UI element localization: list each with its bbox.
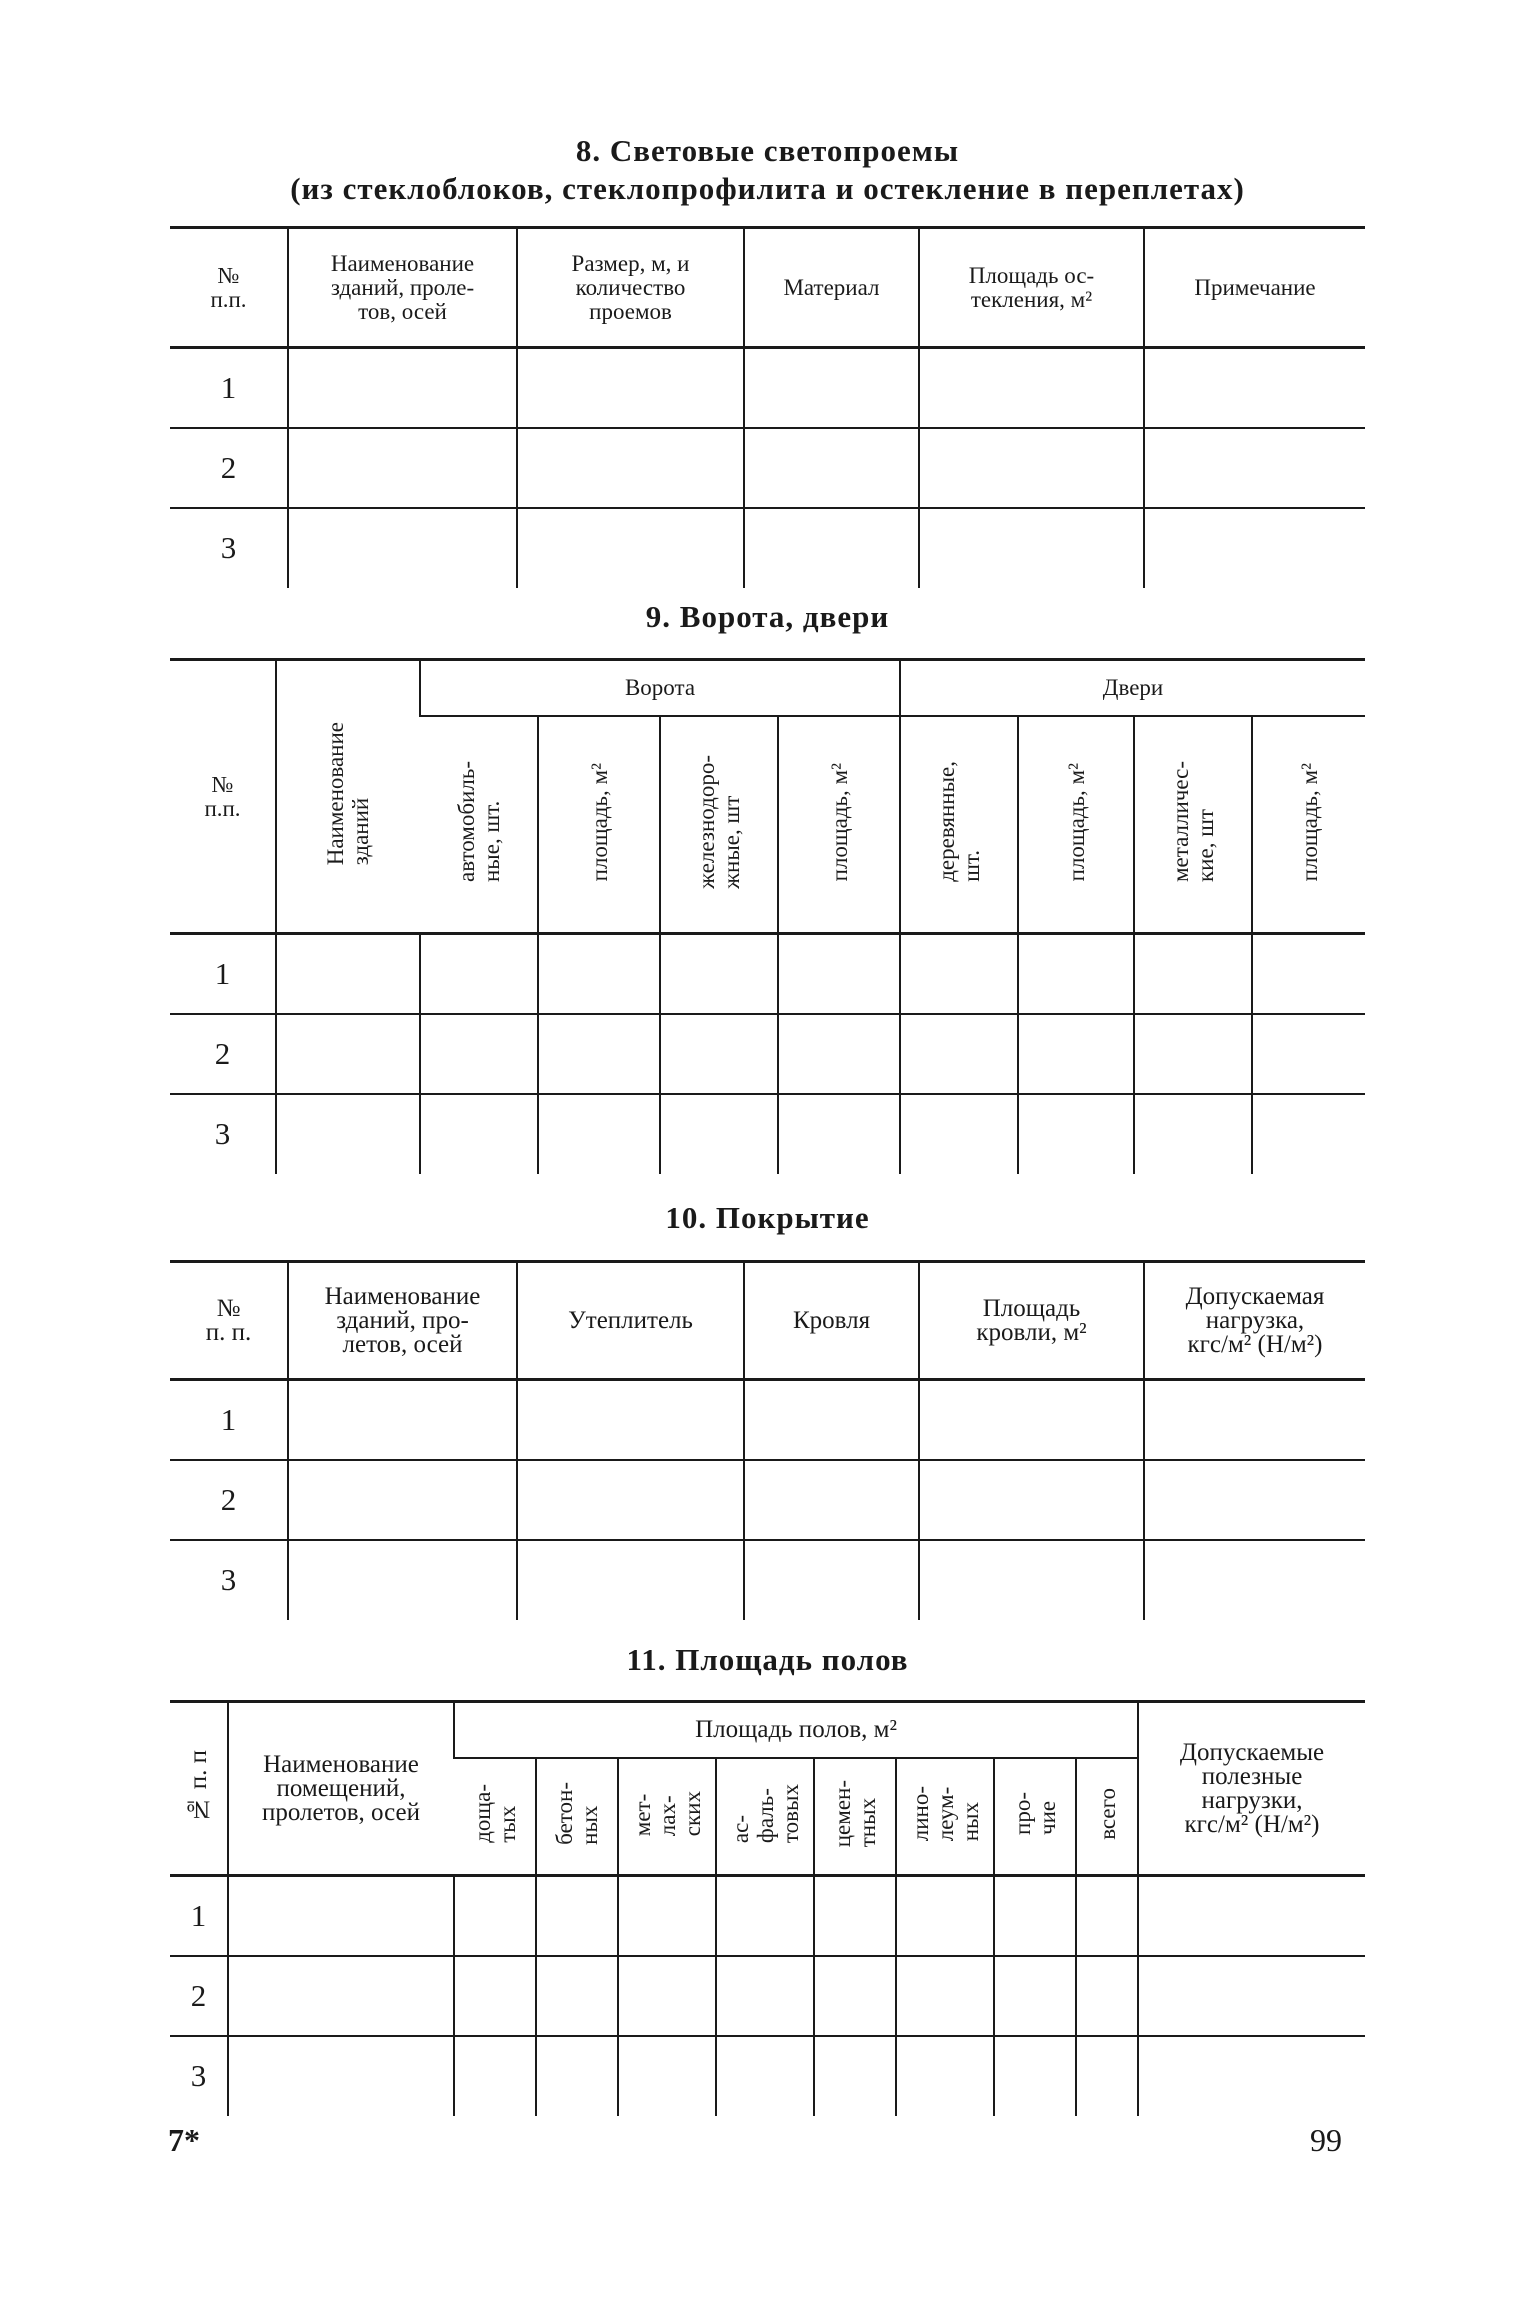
header-insulation: Утеплитель <box>517 1262 744 1380</box>
section-8-title-line2: (из стеклоблоков, стеклопрофилита и остекление в переплетах) <box>290 171 1245 206</box>
row-number: 2 <box>170 1014 276 1094</box>
row-number: 1 <box>170 1876 228 1956</box>
table-row <box>170 428 1365 508</box>
header-rail-gates: железнодоро- жные, шт <box>660 716 778 934</box>
table-cell[interactable] <box>778 1014 900 1094</box>
table-cell[interactable] <box>454 2036 536 2116</box>
table-cell[interactable] <box>1252 1094 1365 1174</box>
table-cell[interactable] <box>919 428 1144 508</box>
table-cell[interactable] <box>288 348 517 428</box>
table-cell[interactable] <box>744 1380 919 1460</box>
table-cell[interactable] <box>1138 2036 1365 2116</box>
table-cell[interactable] <box>618 1876 716 1956</box>
table-cell[interactable] <box>276 1014 420 1094</box>
header-building-name: Наименование зданий, проле- тов, осей <box>288 228 517 348</box>
table-row <box>170 1876 1365 1956</box>
header-allowed-loads: Допускаемые полезные нагрузки, кгс/м² (Н/м²) <box>1138 1702 1365 1876</box>
table-cell[interactable] <box>1134 934 1252 1014</box>
header-group-gates: Ворота <box>420 660 900 716</box>
table-row <box>170 1094 1365 1174</box>
section-8-title-line1: 8. Световые светопроемы <box>575 133 960 168</box>
table-cell[interactable] <box>276 1094 420 1174</box>
header-wooden-doors: деревянные, шт. <box>900 716 1018 934</box>
table-cell[interactable] <box>744 1540 919 1620</box>
table-cell[interactable] <box>919 508 1144 588</box>
table-cell[interactable] <box>1134 1094 1252 1174</box>
table-light-openings <box>170 226 1365 588</box>
table-roofing <box>170 1260 1365 1620</box>
table-cell[interactable] <box>1018 1094 1134 1174</box>
table-gates-doors <box>170 658 1365 1174</box>
table-cell[interactable] <box>778 1094 900 1174</box>
header-roof-area: Площадь кровли, м² <box>919 1262 1144 1380</box>
header-allowed-load: Допускаемая нагрузка, кгс/м² (Н/м²) <box>1144 1262 1365 1380</box>
table-row <box>170 2036 1365 2116</box>
header-total-floor: всего <box>1076 1758 1138 1876</box>
table-cell[interactable] <box>896 1956 994 2036</box>
header-other-floor: про- чие <box>994 1758 1076 1876</box>
table-row <box>170 348 1365 428</box>
table-cell[interactable] <box>994 2036 1076 2116</box>
table-cell[interactable] <box>919 1460 1144 1540</box>
section-10-title: 10. Покрытие <box>665 1200 870 1235</box>
table-cell[interactable] <box>1144 1540 1365 1620</box>
table-cell[interactable] <box>228 1876 454 1956</box>
table-cell[interactable] <box>896 1876 994 1956</box>
table-cell[interactable] <box>919 1540 1144 1620</box>
table-cell[interactable] <box>1144 428 1365 508</box>
section-8-title <box>170 132 1365 208</box>
table-cell[interactable] <box>420 1094 538 1174</box>
header-number: № п.п. <box>170 660 276 934</box>
header-asphalt-floor: ас- фаль- товых <box>716 1758 814 1876</box>
row-number: 3 <box>190 2058 207 2093</box>
row-number: 2 <box>170 1460 288 1540</box>
table-cell[interactable] <box>288 1540 517 1620</box>
table-cell[interactable] <box>716 2036 814 2116</box>
table-cell[interactable] <box>716 1956 814 2036</box>
table-cell[interactable] <box>1134 1014 1252 1094</box>
header-size-count: Размер, м, и количество проемов <box>517 228 744 348</box>
table-cell[interactable] <box>744 428 919 508</box>
table-cell[interactable] <box>454 1876 536 1956</box>
table-cell[interactable] <box>744 508 919 588</box>
table-cell[interactable] <box>1144 348 1365 428</box>
table-cell[interactable] <box>536 1956 618 2036</box>
table-cell[interactable] <box>1076 2036 1138 2116</box>
header-tile-floor: мет- лах- ских <box>618 1758 716 1876</box>
table-cell[interactable] <box>896 2036 994 2116</box>
section-11-title: 11. Площадь полов <box>626 1642 909 1677</box>
table-cell[interactable] <box>288 1380 517 1460</box>
section-9-title: 9. Ворота, двери <box>645 599 890 634</box>
row-number: 2 <box>170 428 288 508</box>
header-number: № п. п <box>170 1702 228 1876</box>
table-cell[interactable] <box>1018 1014 1134 1094</box>
table-row <box>170 1014 1365 1094</box>
table-cell[interactable] <box>536 1876 618 1956</box>
table-cell[interactable] <box>660 1014 778 1094</box>
table-cell[interactable] <box>536 2036 618 2116</box>
row-number: 2 <box>170 1956 228 2036</box>
table-cell[interactable] <box>288 508 517 588</box>
table-cell[interactable] <box>900 1094 1018 1174</box>
table-row <box>170 934 1365 1014</box>
row-number: 1 <box>170 348 288 428</box>
table-cell[interactable] <box>517 428 744 508</box>
table-cell[interactable] <box>538 1014 660 1094</box>
row-number: 3 <box>220 1562 237 1597</box>
table-cell[interactable] <box>288 428 517 508</box>
table-cell[interactable] <box>228 1956 454 2036</box>
table-cell[interactable] <box>900 934 1018 1014</box>
table-cell[interactable] <box>1144 1460 1365 1540</box>
table-cell[interactable] <box>778 934 900 1014</box>
table-cell[interactable] <box>1138 1956 1365 2036</box>
table-floor-area <box>170 1700 1365 2116</box>
row-number: 1 <box>170 1380 288 1460</box>
table-cell[interactable] <box>1076 1956 1138 2036</box>
header-auto-gates-area: площадь, м² <box>538 716 660 934</box>
table-cell[interactable] <box>276 934 420 1014</box>
page-number: 99 <box>1310 2122 1342 2158</box>
signature-mark: 7* <box>168 2122 200 2158</box>
header-group-doors: Двери <box>900 660 1365 716</box>
table-cell[interactable] <box>288 1460 517 1540</box>
row-number: 3 <box>214 1116 231 1151</box>
table-row <box>170 1956 1365 2036</box>
table-cell[interactable] <box>744 1460 919 1540</box>
table-cell[interactable] <box>900 1014 1018 1094</box>
table-row <box>170 508 1365 588</box>
table-cell[interactable] <box>660 934 778 1014</box>
header-wooden-floor: доща- тых <box>454 1758 536 1876</box>
header-metal-doors: металличес- кие, шт <box>1134 716 1252 934</box>
table-cell[interactable] <box>618 2036 716 2116</box>
table-cell[interactable] <box>517 348 744 428</box>
table-cell[interactable] <box>420 934 538 1014</box>
table-row <box>170 1540 1365 1620</box>
header-material: Материал <box>744 228 919 348</box>
table-cell[interactable] <box>538 1094 660 1174</box>
header-note: Примечание <box>1144 228 1365 348</box>
header-wooden-doors-area: площадь, м² <box>1018 716 1134 934</box>
row-number: 1 <box>170 934 276 1014</box>
table-cell[interactable] <box>1252 934 1365 1014</box>
table-cell[interactable] <box>538 934 660 1014</box>
header-linoleum-floor: лино- леум- ных <box>896 1758 994 1876</box>
header-roofing: Кровля <box>744 1262 919 1380</box>
header-building-name: Наименование зданий <box>276 660 420 934</box>
table-row <box>170 1380 1365 1460</box>
header-number: № п.п. <box>170 228 288 348</box>
table-cell[interactable] <box>660 1094 778 1174</box>
table-cell[interactable] <box>814 1956 896 2036</box>
table-cell[interactable] <box>420 1014 538 1094</box>
table-cell[interactable] <box>744 348 919 428</box>
table-cell[interactable] <box>1138 1876 1365 1956</box>
table-cell[interactable] <box>1144 1380 1365 1460</box>
header-rail-gates-area: площадь, м² <box>778 716 900 934</box>
table-cell[interactable] <box>618 1956 716 2036</box>
header-cement-floor: цемен- тных <box>814 1758 896 1876</box>
header-metal-doors-area: площадь, м² <box>1252 716 1365 934</box>
table-cell[interactable] <box>814 1876 896 1956</box>
row-number: 3 <box>220 530 237 565</box>
table-cell[interactable] <box>919 348 1144 428</box>
table-cell[interactable] <box>228 2036 454 2116</box>
table-cell[interactable] <box>1018 934 1134 1014</box>
table-cell[interactable] <box>517 1540 744 1620</box>
header-building-name: Наименование зданий, про- летов, осей <box>288 1262 517 1380</box>
table-cell[interactable] <box>1076 1876 1138 1956</box>
table-cell[interactable] <box>716 1876 814 1956</box>
table-cell[interactable] <box>1252 1014 1365 1094</box>
table-cell[interactable] <box>814 2036 896 2116</box>
header-glazing-area: Площадь ос- текления, м² <box>919 228 1144 348</box>
table-cell[interactable] <box>919 1380 1144 1460</box>
table-cell[interactable] <box>454 1956 536 2036</box>
table-cell[interactable] <box>994 1956 1076 2036</box>
table-cell[interactable] <box>517 508 744 588</box>
table-cell[interactable] <box>1144 508 1365 588</box>
header-auto-gates: автомобиль- ные, шт. <box>420 716 538 934</box>
table-cell[interactable] <box>517 1460 744 1540</box>
header-room-name: Наименование помещений, пролетов, осей <box>228 1702 454 1876</box>
table-cell[interactable] <box>994 1876 1076 1956</box>
header-number: № п. п. <box>170 1262 288 1380</box>
header-group-floor-area: Площадь полов, м² <box>454 1702 1138 1758</box>
header-concrete-floor: бетон- ных <box>536 1758 618 1876</box>
table-cell[interactable] <box>517 1380 744 1460</box>
table-row <box>170 1460 1365 1540</box>
